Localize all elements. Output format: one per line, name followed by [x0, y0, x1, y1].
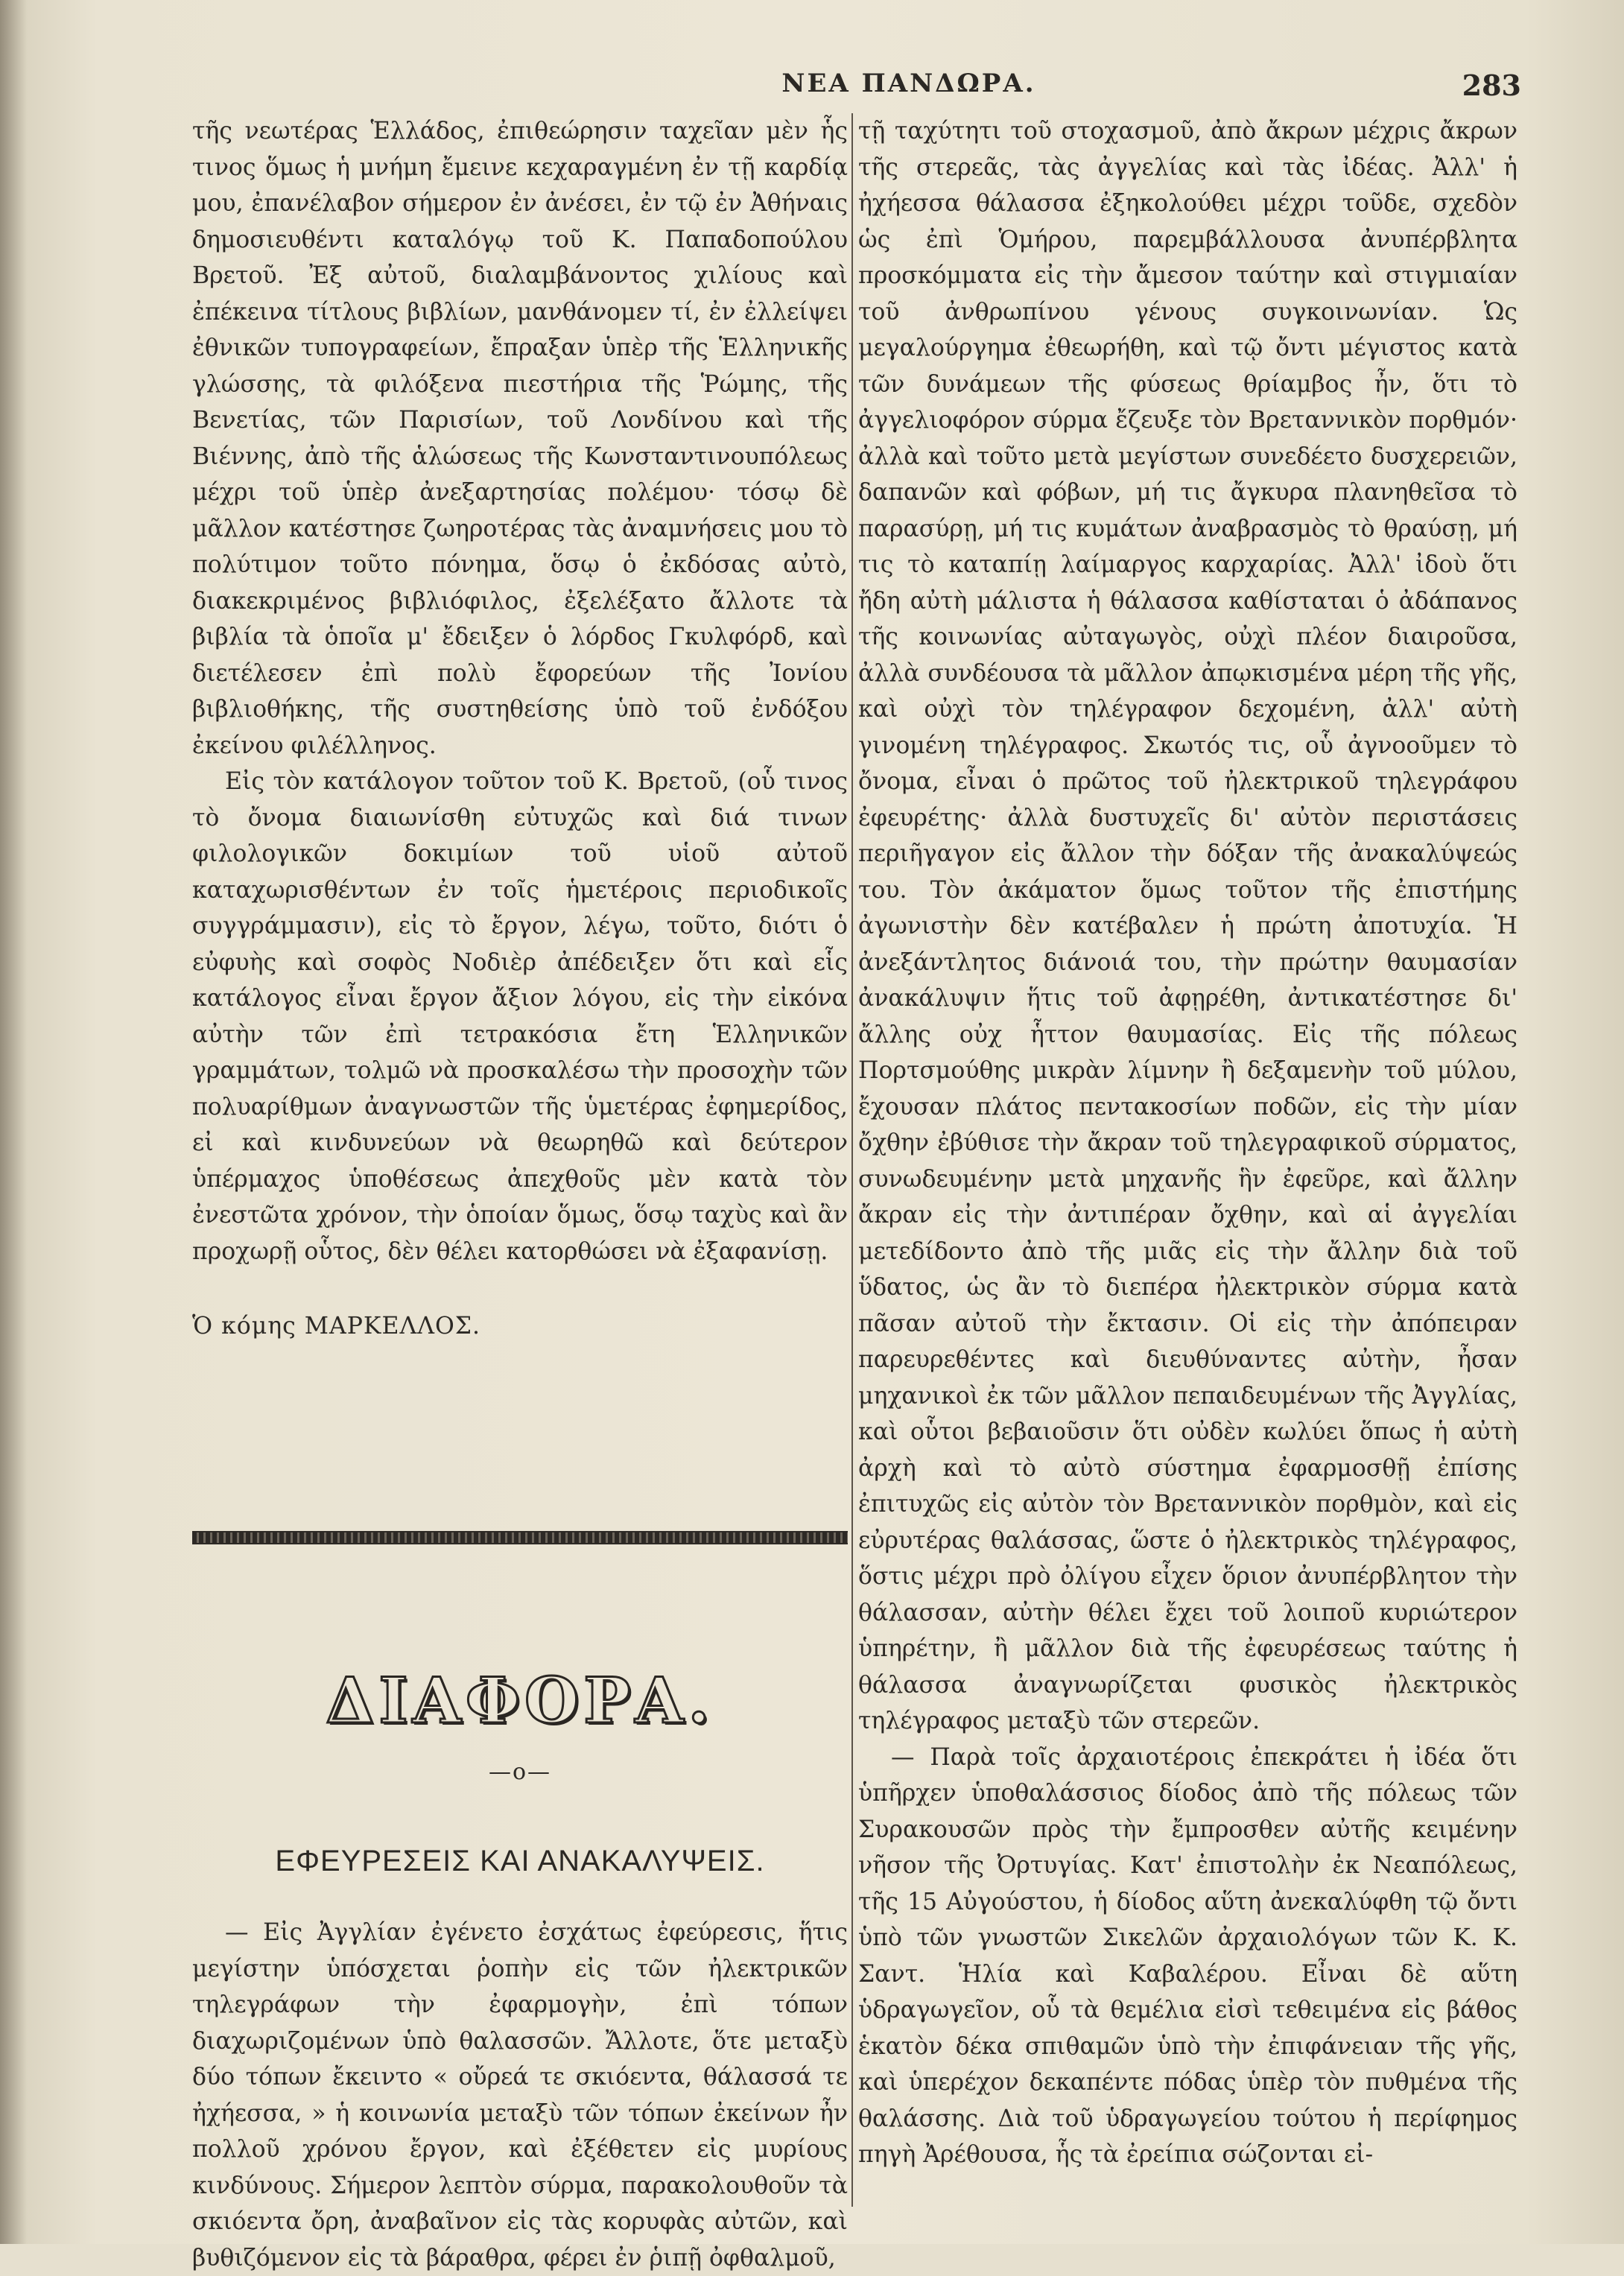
binding-shadow — [0, 0, 27, 2244]
article-heading: ΕΦΕΥΡΕΣΕΙΣ ΚΑΙ ΑΝΑΚΑΛΥΨΕΙΣ. — [275, 1844, 765, 1877]
paragraph-continued-review: τῆς νεωτέρας Ἑλλάδος, ἐπιθεώρησιν ταχεῖαν μὲν ἧς τινος ὅμως ἡ μνήμη ἔμεινε κεχαραγμένη ἐν τῇ καρδίᾳ μου, ἐπανέλαβον σήμερον ἐν ἀνέσει, ἐν τῷ ἐν Ἀθήναις δημοσιευθέντι καταλόγῳ τοῦ Κ. Παπαδοπούλου Βρετοῦ. Ἐξ αὐτοῦ, διαλαμβάνοντος χιλίους καὶ ἐπέκεινα τίτλους βιβλίων, μανθάνομεν τί, ἐν ἐλλείψει ἐθνικῶν τυπογραφείων, ἔπραξαν ὑπὲρ τῆς Ἑλληνικῆς γλώσσης, τὰ φιλόξενα πιεστήρια τῆς Ῥώμης, τῆς Βενετίας, τῶν Παρισίων, τοῦ Λονδίνου καὶ τῆς Βιέννης, ἀπὸ τῆς ἁλώσεως τῆς Κωνσταντινουπόλεως μέχρι τοῦ ὑπὲρ ἀνεξαρτησίας πολέμου· τόσῳ δὲ μᾶλλον κατέστησε ζωηροτέρας τὰς ἀναμνήσεις μου τὸ πολύτιμον τοῦτο πόνημα, ὅσῳ ὁ ἐκδόσας αὐτὸ, διακεκριμένος βιβλιόφιλος, ἐξελέξατο ἄλλοτε τὰ βιβλία τὰ ὁποῖα μ' ἔδειξεν ὁ λόρδος Γκυλφόρδ, καὶ διετέλεσεν ἐπὶ πολὺ ἔφορεύων τῆς Ἰονίου βιβλιοθήκης, τῆς συστηθείσης ὑπὸ τοῦ ἐνδόξου ἐκείνου φιλέλληνος. — [192, 118, 848, 759]
paragraph-inventions: — Εἰς Ἀγγλίαν ἐγένετο ἐσχάτως ἐφεύρεσις, ἥτις μεγίστην ὑπόσχεται ῥοπὴν εἰς τῶν ἠλεκτρικῶν τηλεγράφων τὴν ἐφαρμογὴν, ἐπὶ τόπων διαχωριζομένων ὑπὸ θαλασσῶν. Ἄλλοτε, ὅτε μεταξὺ δύο τόπων ἔκειντο « οὔρεά τε σκιόεντα, θάλασσά τε ἠχήεσσα, » ἡ κοινωνία μεταξὺ τῶν τόπων ἐκείνων ἦν πολλοῦ χρόνου ἔργον, καὶ ἐξέθετεν εἰς μυρίους κινδύνους. Σήμερον λεπτὸν σύρμα, παρακολουθοῦν τὰ σκιόεντα ὄρη, ἀναβαῖνον εἰς τὰς κορυφὰς αὐτῶν, καὶ βυθιζόμενον εἰς τὰ βάραθρα, φέρει ἐν ῥιπῇ ὀφθαλμοῦ, — [192, 1919, 848, 2272]
paragraph-syracuse: — Παρὰ τοῖς ἀρχαιοτέροις ἐπεκράτει ἡ ἰδέα ὅτι ὑπῆρχεν ὑποθαλάσσιος δίοδος ἀπὸ τῆς πόλεως τῶν Συρακουσῶν πρὸς τὴν ἔμπροσθεν αὐτῆς κειμένην νῆσον τῆς Ὀρτυγίας. Κατ' ἐπιστολὴν ἐκ Νεαπόλεως, τῆς 15 Αὐγούστου, ἡ δίοδος αὕτη ἀνεκαλύφθη τῷ ὄντι ὑπὸ τῶν γνωστῶν Σικελῶν ἀρχαιολόγων τῶν Κ. Κ. Σαντ. Ἡλία καὶ Καβαλέρου. Εἶναι δὲ αὕτη ὑδραγωγεῖον, οὗ τὰ θεμέλια εἰσὶ τεθειμένα εἰς βάθος ἑκατὸν δέκα σπιθαμῶν ὑπὸ τὴν ἐπιφάνειαν τῆς γῆς, καὶ ὑπερέχον δεκαπέντε πόδας ὑπὲρ τὸν πυθμένα τῆς θαλάσσης. Διὰ τοῦ ὑδραγωγείου τούτου ἡ περίφημος πηγὴ Ἀρέθουσα, ἧς τὰ ἐρείπια σώζονται εἰ- — [858, 1743, 1517, 2168]
paragraph-telegraph: τῇ ταχύτητι τοῦ στοχασμοῦ, ἀπὸ ἄκρων μέχρις ἄκρων τῆς στερεᾶς, τὰς ἀγγελίας καὶ τὰς ἰδέας. Ἀλλ' ἡ ἠχήεσσα θάλασσα ἐξηκολούθει μέχρι τοῦδε, σχεδὸν ὡς ἐπὶ Ὁμήρου, παρεμβάλλουσα ἀνυπέρβλητα προσκόμματα εἰς τὴν ἄμεσον ταύτην καὶ στιγμιαίαν τοῦ ἀνθρωπίνου γένους συγκοινωνίαν. Ὡς μεγαλούργημα ἐθεωρήθη, καὶ τῷ ὄντι μέγιστος κατὰ τῶν δυνάμεων τῆς φύσεως θρίαμβος ἦν, ὅτι τὸ ἀγγελιοφόρον σύρμα ἔζευξε τὸν Βρεταννικὸν πορθμόν· ἀλλὰ καὶ τοῦτο μετὰ μεγίστων συνεδέετο δυσχερειῶν, δαπανῶν καὶ φόβων, μή τις ἄγκυρα πλανηθεῖσα τὸ παρασύρῃ, μή τις κυμάτων ἀναβρασμὸς τὸ θραύσῃ, μή τις τὸ καταπίῃ λαίμαργος καρχαρίας. Ἀλλ' ἰδοὺ ὅτι ἤδη αὐτὴ μάλιστα ἡ θάλασσα καθίσταται ὁ ἀδάπανος τῆς κοινωνίας αὐταγωγὸς, οὐχὶ πλέον διαιροῦσα, ἀλλὰ συνδέουσα τὰ μᾶλλον ἀπῳκισμένα μέρη τῆς γῆς, καὶ οὐχὶ τὸν τηλέγραφον δεχομένη, ἀλλ' αὐτὴ γινομένη τηλέγραφος. Σκωτός τις, οὗ ἀγνοοῦμεν τὸ ὄνομα, εἶναι ὁ πρῶτος τοῦ ἠλεκτρικοῦ τηλεγράφου ἐφευρέτης· ἀλλὰ δυστυχεῖς δι' αὐτὸν περιστάσεις περιῆγαγον εἰς ἄλλον τὴν δόξαν τῆς ἀνακαλύψεώς του. Τὸν ἀκάματον ὅμως τοῦτον τῆς ἐπιστήμης ἀγωνιστὴν δὲν κατέβαλεν ἡ πρώτη ἀποτυχία. Ἡ ἀνεξάντλητος διάνοιά του, τὴν πρώτην θαυμασίαν ἀνακάλυψιν ἥτις τοῦ ἀφῃρέθη, ἀντικατέστησε δι' ἄλλης οὐχ ἧττον θαυμασίας. Εἰς τῆς πόλεως Πορτσμούθης μικρὰν λίμνην ἢ δεξαμενὴν τοῦ μύλου, ἔχουσαν πλάτος πεντακοσίων ποδῶν, εἰς τὴν μίαν ὄχθην ἐβύθισε τὴν ἄκραν τοῦ τηλεγραφικοῦ σύρματος, συνωδευμένην μετὰ μηχανῆς ἣν ἐφεῦρε, καὶ ἄλλην ἄκραν εἰς τὴν ἀντιπέραν ὄχθην, καὶ αἱ ἀγγελίαι μετεδίδοντο ἀπὸ τῆς μιᾶς εἰς τὴν ἄλλην διὰ τοῦ ὕδατος, ὡς ἂν τὸ διεπέρα ἠλεκτρικὸν σύρμα κατὰ πᾶσαν αὐτοῦ τὴν ἔκτασιν. Οἱ εἰς τὴν ἀπόπειραν παρευρεθέντες καὶ διευθύναντες αὐτὴν, ἦσαν μηχανικοὶ ἐκ τῶν μᾶλλον πεπαιδευμένων τῆς Ἀγγλίας, καὶ οὗτοι βεβαιοῦσιν ὅτι οὐδὲν κωλύει ὅπως ἡ αὐτὴ ἀρχὴ καὶ τὸ αὐτὸ σύστημα ἐφαρμοσθῇ ἐπίσης ἐπιτυχῶς εἰς αὐτὸν τὸν Βρεταννικὸν πορθμὸν, καὶ εἰς εὐρυτέρας θαλάσσας, ὥστε ὁ ἠλεκτρικὸς τηλέγραφος, ὅστις μέχρι πρὸ ὀλίγου εἶχεν ὅριον ἀνυπέρβλητον τὴν θάλασσαν, αὐτὴν θέλει ἔχει τοῦ λοιποῦ κυριώτερον ὑπηρέτην, ἢ μᾶλλον διὰ τῆς ἐφευρέσεως ταύτης ἡ θάλασσα ἀναγνωρίζεται φυσικὸς ἠλεκτρικὸς τηλέγραφος μεταξὺ τῶν στερεῶν. — [858, 118, 1517, 1734]
column-rule — [851, 113, 853, 2207]
decorative-banner-rule — [192, 1531, 848, 1544]
running-title: ΝΕΑ ΠΑΝΔΩΡΑ. — [781, 69, 1036, 98]
section-heading: ΔΙΑΦΟΡΑ. — [326, 1663, 714, 1737]
left-column — [192, 113, 848, 2276]
author-signature: Ὁ κόμης ΜΑΡΚΕΛΛΟΣ. — [192, 1313, 481, 1340]
page-number: 283 — [1462, 69, 1521, 102]
paragraph-catalogue: Εἰς τὸν κατάλογον τοῦτον τοῦ Κ. Βρετοῦ, (οὗ τινος τὸ ὄνομα διαιωνίσθη εὐτυχῶς καὶ διά τινων φιλολογικῶν δοκιμίων τοῦ υἱοῦ αὐτοῦ καταχωρισθέντων ἐν τοῖς ἡμετέροις περιοδικοῖς συγγράμμασιν), εἰς τὸ ἔργον, λέγω, τοῦτο, διότι ὁ εὐφυὴς καὶ σοφὸς Νοδιὲρ ἀπέδειξεν ὅτι καὶ εἷς κατάλογος εἶναι ἔργον ἄξιον λόγου, εἰς τὴν εἰκόνα αὐτὴν τῶν ἐπὶ τετρακόσια ἔτη Ἑλληνικῶν γραμμάτων, τολμῶ νὰ προσκαλέσω τὴν προσοχὴν τῶν πολυαρίθμων ἀναγνωστῶν τῆς ὑμετέρας ἐφημερίδος, εἰ καὶ κινδυνεύων νὰ θεωρηθῶ καὶ δεύτερον ὑπέρμαχος ὑποθέσεως ἀπεχθοῦς μὲν κατὰ τὸν ἐνεστῶτα χρόνον, τὴν ὁποίαν ὅμως, ὅσῳ ταχὺς καὶ ἂν προχωρῇ οὗτος, δὲν θέλει κατορθώσει νὰ ἐξαφανίσῃ. — [192, 768, 848, 1265]
right-column — [858, 113, 1517, 2173]
ornament-divider: —o— — [488, 1759, 552, 1785]
